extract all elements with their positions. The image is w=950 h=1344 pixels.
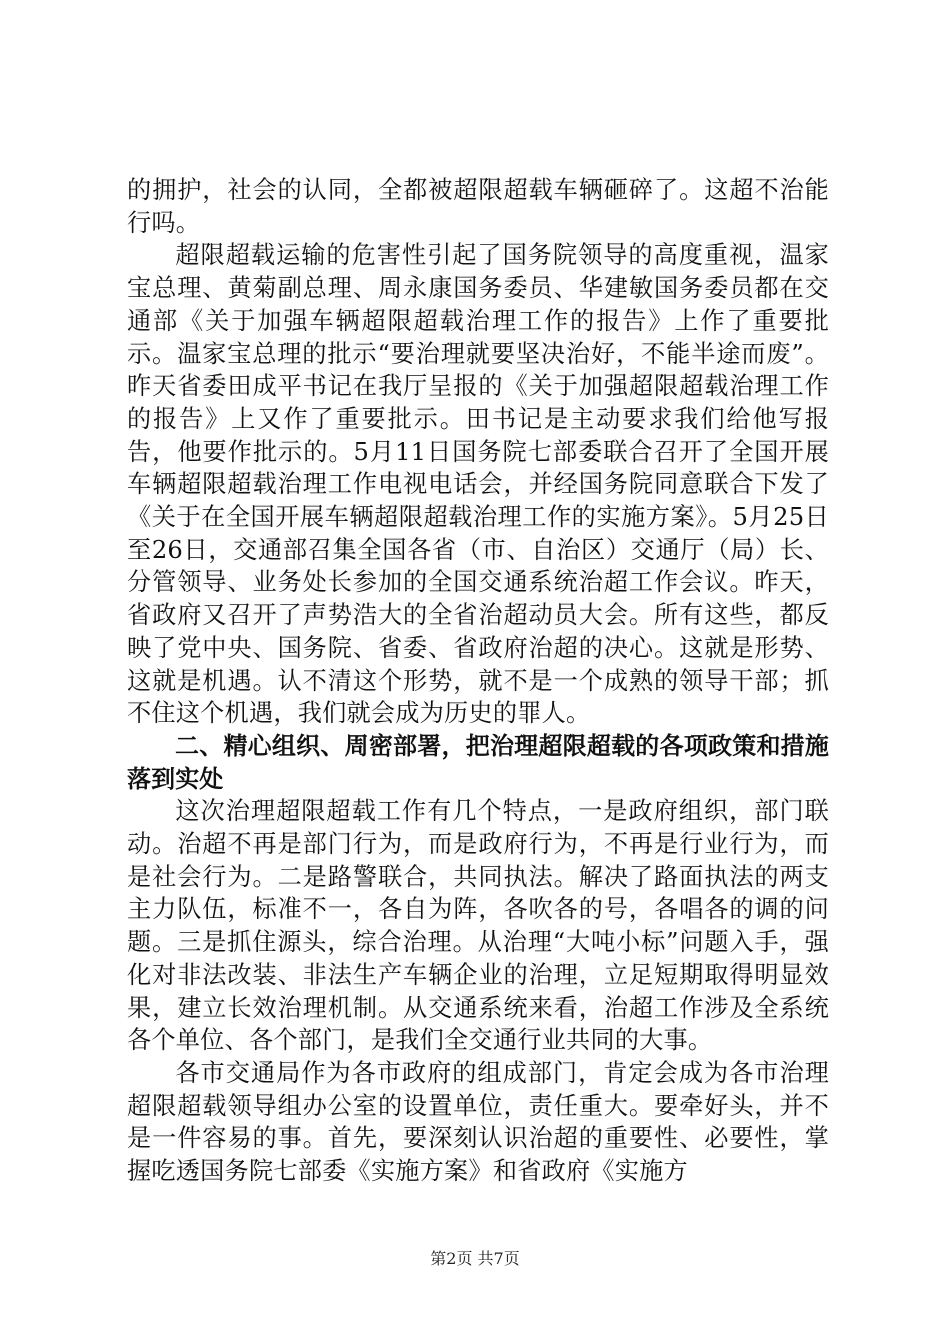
section-heading: 二、精心组织、周密部署，把治理超限超载的各项政策和措施落到实处 xyxy=(127,731,829,793)
page-number-footer: 第2页 共7页 xyxy=(430,1249,520,1268)
paragraph-body: 超限超载运输的危害性引起了国务院领导的高度重视，温家宝总理、黄菊副总理、周永康国务委员、华建敏国务委员都在交通部《关于加强车辆超限超载治理工作的报告》上作了重要批示。温家宝总理的批示“要治理就要坚决治好，不能半途而废”。昨天省委田成平书记在我厅呈报的《关于加强超限超载治理工作的报告》上又作了重要批示。田书记是主动要求我们给他写报告，他要作批示的。5月11日国务院七部委联合召开了全国开展车辆超限超载治理工作电视电话会，并经国务院同意联合下发了《关于在全国开展车辆超限超载治理工作的实施方案》。5月25日至26日，交通部召集全国各省（市、自治区）交通厅（局）长、分管领导、业务处长参加的全国交通系统治超工作会议。昨天，省政府又召开了声势浩大的全省治超动员大会。所有这些，都反映了党中央、国务院、省委、省政府治超的决心。这就是形势、这就是机遇。认不清这个形势，就不是一个成熟的领导干部；抓不住这个机遇，我们就会成为历史的罪人。 xyxy=(127,241,829,728)
paragraph-body: 这次治理超限超载工作有几个特点，一是政府组织，部门联动。治超不再是部门行为，而是政府行为，不再是行业行为，而是社会行为。二是路警联合，共同执法。解决了路面执法的两支主力队伍，标准不一，各自为阵，各吹各的号，各唱各的调的问题。三是抓住源头，综合治理。从治理“大吨小标”问题入手，强化对非法改装、非法生产车辆企业的治理，立足短期取得明显效果，建立长效治理机制。从交通系统来看，治超工作涉及全系统各个单位、各个部门，是我们全交通行业共同的大事。 xyxy=(127,797,829,1055)
document-body xyxy=(127,174,829,1188)
paragraph-continued: 的拥护，社会的认同，全都被超限超载车辆砸碎了。这超不治能行吗。 xyxy=(127,176,829,237)
paragraph-body: 各市交通局作为各市政府的组成部门，肯定会成为各市治理超限超载领导组办公室的设置单位，责任重大。要牵好头，并不是一件容易的事。首先，要深刻认识治超的重要性、必要性，掌握吃透国务院七部委《实施方案》和省政府《实施方 xyxy=(127,1058,829,1186)
